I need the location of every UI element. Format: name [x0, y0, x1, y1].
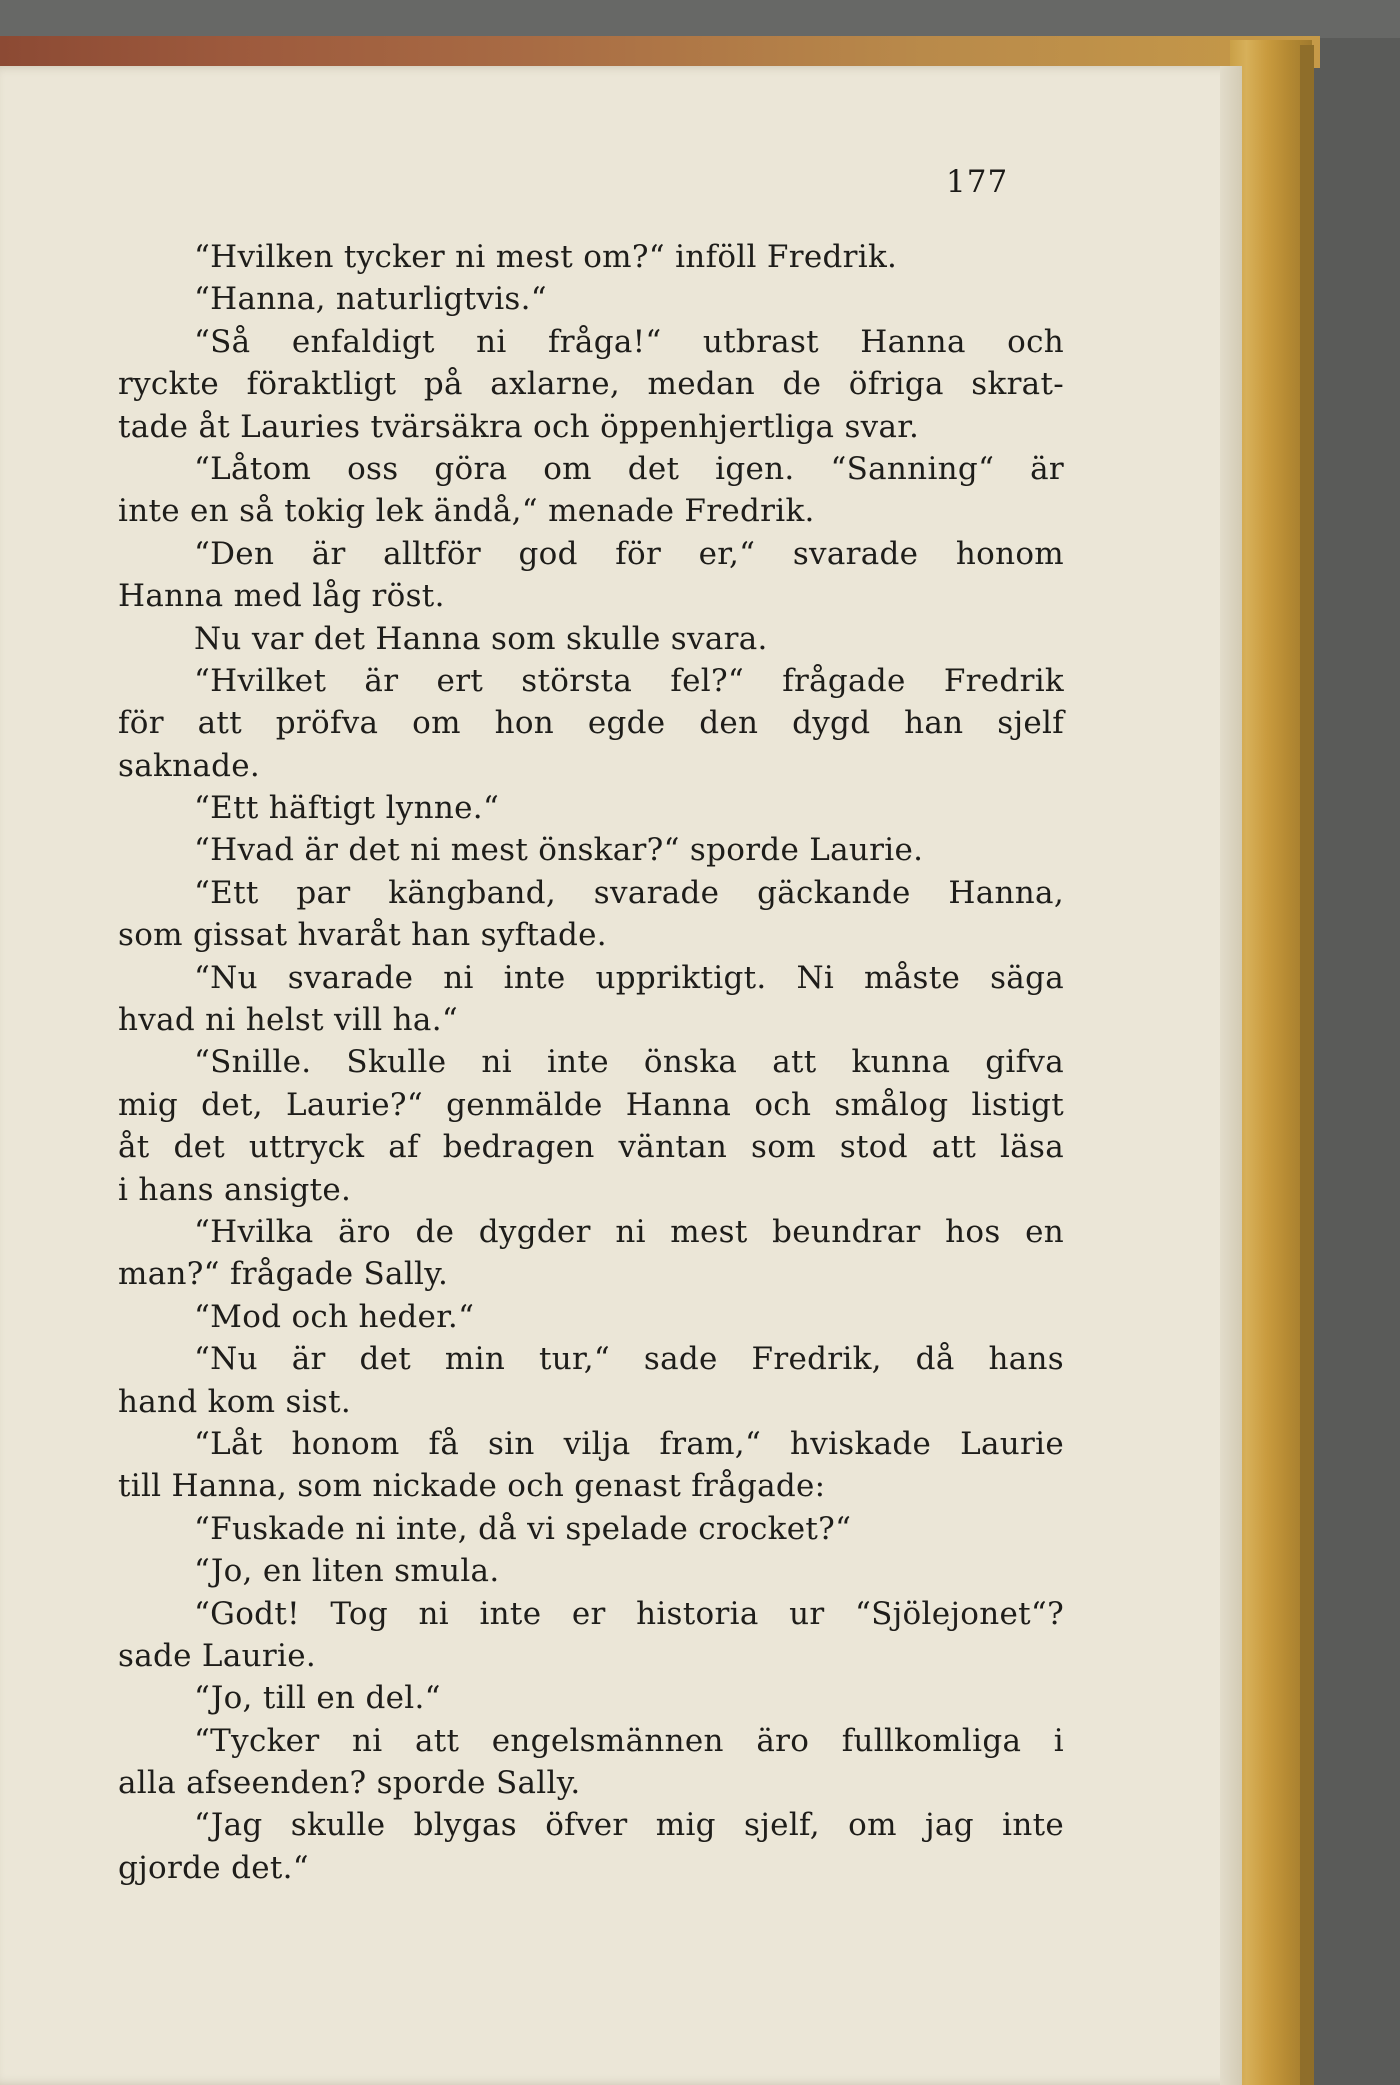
text-line: “Jo, en liten smula.: [194, 1553, 500, 1590]
gilt-page-edge-shadow: [1300, 45, 1314, 2085]
text-line: “Den är alltför god för er,“ svarade honom: [194, 535, 1064, 572]
text-line: “Tycker ni att engelsmännen äro fullkomliga i: [194, 1722, 1064, 1759]
text-line: Nu var det Hanna som skulle svara.: [194, 620, 768, 657]
page-fore-edge: [1220, 66, 1242, 2085]
text-line: man?“ frågade Sally.: [118, 1256, 449, 1293]
text-line: “Snille. Skulle ni inte önska att kunna gifva: [194, 1044, 1064, 1081]
text-line: “Låtom oss göra om det igen. “Sanning“ är: [194, 450, 1064, 487]
text-line: “Jo, till en del.“: [194, 1680, 441, 1717]
text-line: mig det, Laurie?“ genmälde Hanna och smålog listigt: [118, 1086, 1064, 1123]
text-line: “Godt! Tog ni inte er historia ur “Sjölejonet“?: [194, 1595, 1064, 1632]
text-line: sade Laurie.: [118, 1637, 317, 1674]
text-line: för att pröfva om hon egde den dygd han sjelf: [118, 705, 1064, 742]
text-line: “Ett par kängband, svarade gäckande Hanna,: [194, 874, 1064, 911]
text-line: hand kom sist.: [118, 1383, 352, 1420]
text-line: ryckte föraktligt på axlarne, medan de öfriga skrat-: [118, 366, 1064, 403]
text-line: som gissat hvaråt han syftade.: [118, 917, 607, 954]
text-line: Hanna med låg röst.: [118, 578, 445, 615]
text-line: i hans ansigte.: [118, 1171, 352, 1208]
text-line: “Hvilket är ert största fel?“ frågade Fredrik: [194, 662, 1064, 699]
text-line: “Låt honom få sin vilja fram,“ hviskade Laurie: [194, 1425, 1064, 1462]
text-line: gjorde det.“: [118, 1849, 309, 1886]
text-line: alla afseenden? sporde Sally.: [118, 1765, 581, 1802]
text-line: “Mod och heder.“: [194, 1298, 475, 1335]
text-line: till Hanna, som nickade och genast frågade:: [118, 1468, 826, 1505]
text-line: “Hvad är det ni mest önskar?“ sporde Laurie.: [194, 832, 924, 869]
body-text: [118, 236, 1064, 1889]
text-line: “Så enfaldigt ni fråga!“ utbrast Hanna och: [194, 323, 1064, 360]
text-line: saknade.: [118, 747, 261, 784]
text-line: “Jag skulle blygas öfver mig sjelf, om jag inte: [194, 1807, 1064, 1844]
scan-top-strip: [0, 0, 1400, 38]
page-number: 177: [946, 164, 1009, 200]
text-line: “Hvilken tycker ni mest om?“ inföll Fredrik.: [194, 239, 898, 275]
text-line: “Fuskade ni inte, då vi spelade crocket?“: [194, 1510, 852, 1547]
text-line: “Hvilka äro de dygder ni mest beundrar hos en: [194, 1213, 1064, 1250]
text-line: “Hanna, naturligtvis.“: [194, 281, 547, 318]
text-line: “Ett häftigt lynne.“: [194, 790, 500, 827]
text-line: hvad ni helst vill ha.“: [118, 1002, 458, 1039]
text-line: “Nu är det min tur,“ sade Fredrik, då hans: [194, 1341, 1064, 1378]
book-cover-edge: [0, 36, 1320, 68]
text-line: tade åt Lauries tvärsäkra och öppenhjertliga svar.: [118, 408, 920, 445]
text-line: åt det uttryck af bedragen väntan som stod att läsa: [118, 1129, 1064, 1166]
text-line: inte en så tokig lek ändå,“ menade Fredrik.: [118, 493, 815, 530]
text-line: “Nu svarade ni inte uppriktigt. Ni måste säga: [194, 959, 1064, 996]
